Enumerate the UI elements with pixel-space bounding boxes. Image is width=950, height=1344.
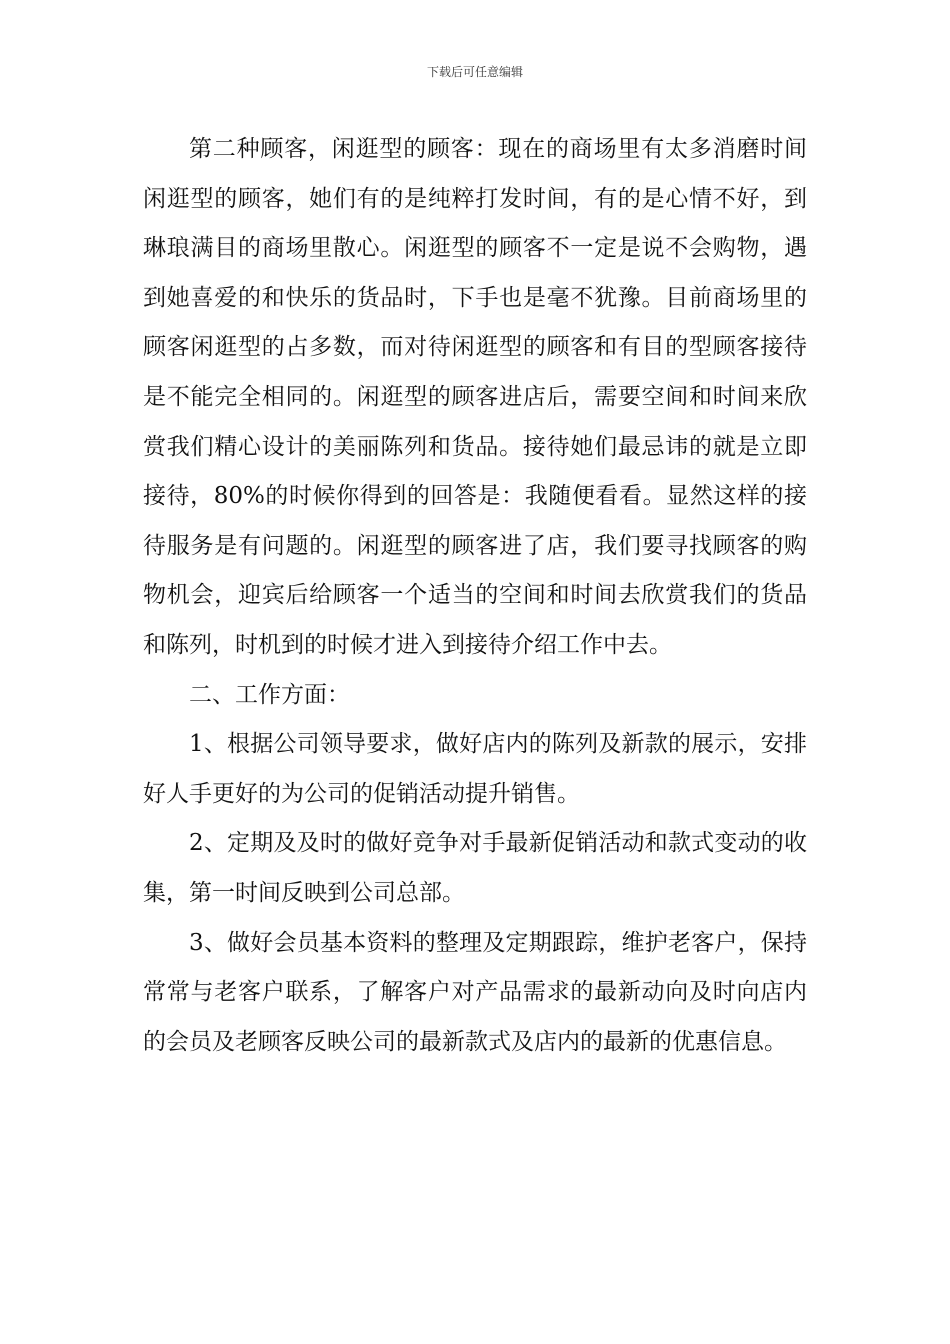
paragraph-customer-type: 第二种顾客，闲逛型的顾客：现在的商场里有太多消磨时间闲逛型的顾客，她们有的是纯粹打发时间，有的是心情不好，到琳琅满目的商场里散心。闲逛型的顾客不一定是说不会购物，遇到她喜爱的和快乐的货品时，下手也是毫不犹豫。目前商场里的顾客闲逛型的占多数，而对待闲逛型的顾客和有目的型顾客接待是不能完全相同的。闲逛型的顾客进店后，需要空间和时间来欣赏我们精心设计的美丽陈列和货品。接待她们最忌讳的就是立即接待，80%的时候你得到的回答是：我随便看看。显然这样的接待服务是有问题的。闲逛型的顾客进了店，我们要寻找顾客的购物机会，迎宾后给顾客一个适当的空间和时间去欣赏我们的货品和陈列，时机到的时候才进入到接待介绍工作中去。 <box>143 136 807 658</box>
list-item-work-3: 3、做好会员基本资料的整理及定期跟踪，维护老客户，保持常常与老客户联系，了解客户对产品需求的最新动向及时向店内的会员及老顾客反映公司的最新款式及店内的最新的优惠信息。 <box>143 929 807 1055</box>
list-item-work-2: 2、定期及及时的做好竞争对手最新促销活动和款式变动的收集，第一时间反映到公司总部。 <box>143 830 807 906</box>
page-header: 下载后可任意编辑 <box>426 65 523 79</box>
list-item-work-1: 1、根据公司领导要求，做好店内的陈列及新款的展示，安排好人手更好的为公司的促销活动提升销售。 <box>143 731 807 807</box>
section-heading-work: 二、工作方面： <box>189 681 350 708</box>
document-body <box>143 125 807 1067</box>
